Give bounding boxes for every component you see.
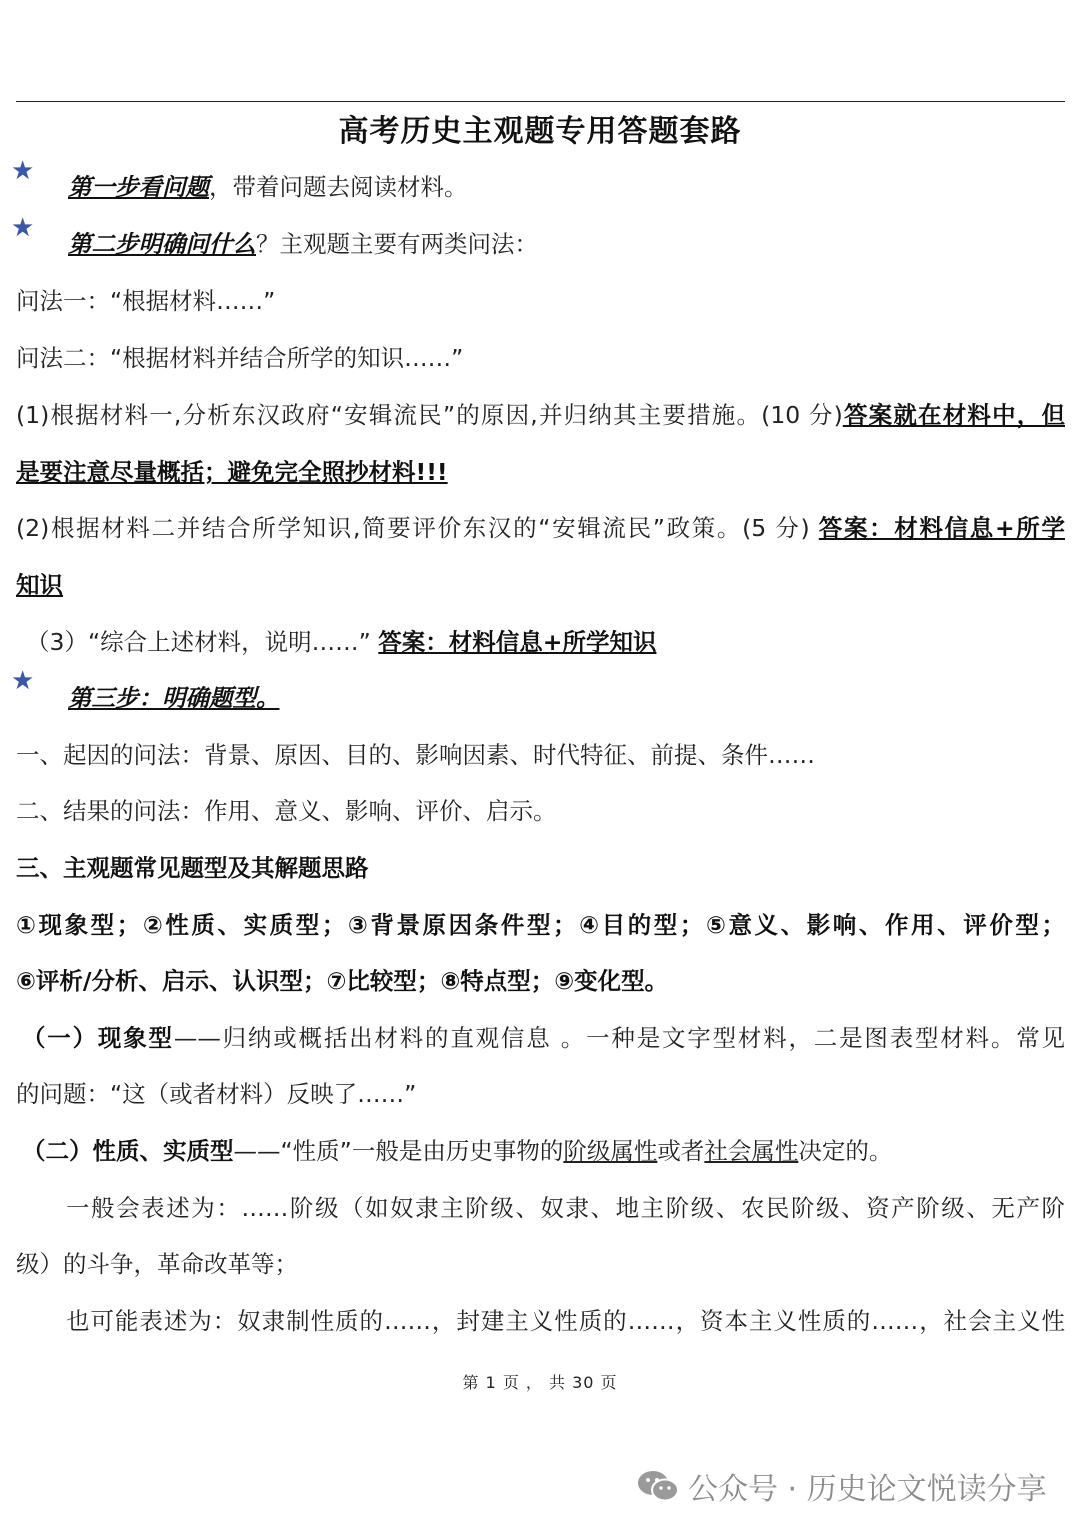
example-1-line-1: [16, 399, 1065, 431]
step2-label: 第二步明确问什么: [68, 230, 256, 258]
example-2-text: (2)根据材料二并结合所学知识,简要评价东汉的“安辑流民”政策。(5 分): [16, 514, 819, 542]
section-2-text-b: 或者: [657, 1137, 705, 1165]
example-2-answer: 答案：材料信息+所学: [818, 514, 1065, 542]
section-2-head: （二）性质、实质型: [22, 1137, 234, 1165]
question-type-1: 问法一：“根据材料……”: [16, 287, 276, 315]
section-2-para-1-cont: 级）的斗争，革命改革等；: [16, 1250, 298, 1278]
section-2-text-a: ——“性质”一般是由历史事物的: [233, 1137, 564, 1165]
example-1-answer-cont: 是要注意尽量概括；避免完全照抄材料!!!: [16, 458, 448, 486]
step3-label: 第三步：明确题型。: [68, 684, 280, 712]
section-2-para-2: 也可能表述为：奴隶制性质的……，封建主义性质的……，资本主义性质的……，社会主义性: [66, 1307, 1065, 1335]
example-1-line-2: [16, 456, 448, 488]
example-2-line-2: [16, 569, 63, 601]
type-list-2: ⑥评析/分析、启示、认识型；⑦比较型；⑧特点型；⑨变化型。: [16, 967, 669, 995]
watermark: [636, 1464, 1047, 1508]
question-type-2: 问法二：“根据材料并结合所学的知识……”: [16, 344, 464, 372]
type-list-1: ①现象型；②性质、实质型；③背景原因条件型；④目的型；⑤意义、影响、作用、评价型；: [16, 911, 1065, 939]
header-rule: [16, 101, 1065, 102]
example-3-text: （3）“综合上述材料，说明……”: [26, 628, 379, 656]
section-1-text: ——归纳或概括出材料的直观信息 。一种是文字型材料，二是图表型材料。常见: [173, 1024, 1065, 1052]
step1: [68, 171, 468, 203]
star-icon: ★: [11, 213, 35, 243]
example-3: [26, 626, 656, 658]
example-3-answer: 答案：材料信息+所学知识: [378, 628, 657, 656]
step2: [68, 228, 538, 260]
page-footer: 第 1 页 ， 共 30 页: [462, 1373, 618, 1392]
section-1-line-2: 的问题：“这（或者材料）反映了……”: [16, 1080, 417, 1108]
star-icon: ★: [11, 156, 35, 186]
section-1-head: （一）现象型: [22, 1024, 174, 1052]
example-2-answer-cont: 知识: [16, 571, 63, 599]
step3: [68, 682, 280, 714]
star-icon: ★: [11, 666, 35, 696]
example-1-text: (1)根据材料一,分析东汉政府“安辑流民”的原因,并归纳其主要措施。(10 分): [16, 401, 843, 429]
type-result: 二、结果的问法：作用、意义、影响、评价、启示。: [16, 797, 557, 825]
section-2-text-c: 决定的。: [798, 1137, 893, 1165]
type-cause: 一、起因的问法：背景、原因、目的、影响因素、时代特征、前提、条件……: [16, 741, 815, 769]
social-attribute: 社会属性: [704, 1137, 799, 1165]
example-1-answer: 答案就在材料中，但: [842, 401, 1065, 429]
step2-text: ？主观题主要有两类问法：: [256, 230, 538, 258]
step1-text: ，带着问题去阅读材料。: [209, 173, 468, 201]
watermark-text: 公众号 · 历史论文悦读分享: [688, 1472, 1047, 1507]
step1-label: 第一步看问题: [68, 173, 209, 201]
wechat-icon: [636, 1469, 680, 1503]
page-title: 高考历史主观题专用答题套路: [338, 114, 742, 149]
section-2-line-1: [22, 1135, 892, 1167]
section-1-line-1: [22, 1022, 1065, 1054]
section-2-para-1: 一般会表述为：……阶级（如奴隶主阶级、奴隶、地主阶级、农民阶级、资产阶级、无产阶: [66, 1194, 1065, 1222]
example-2-line-1: [16, 512, 1065, 544]
class-attribute: 阶级属性: [563, 1137, 658, 1165]
type-heading: 三、主观题常见题型及其解题思路: [16, 854, 369, 882]
